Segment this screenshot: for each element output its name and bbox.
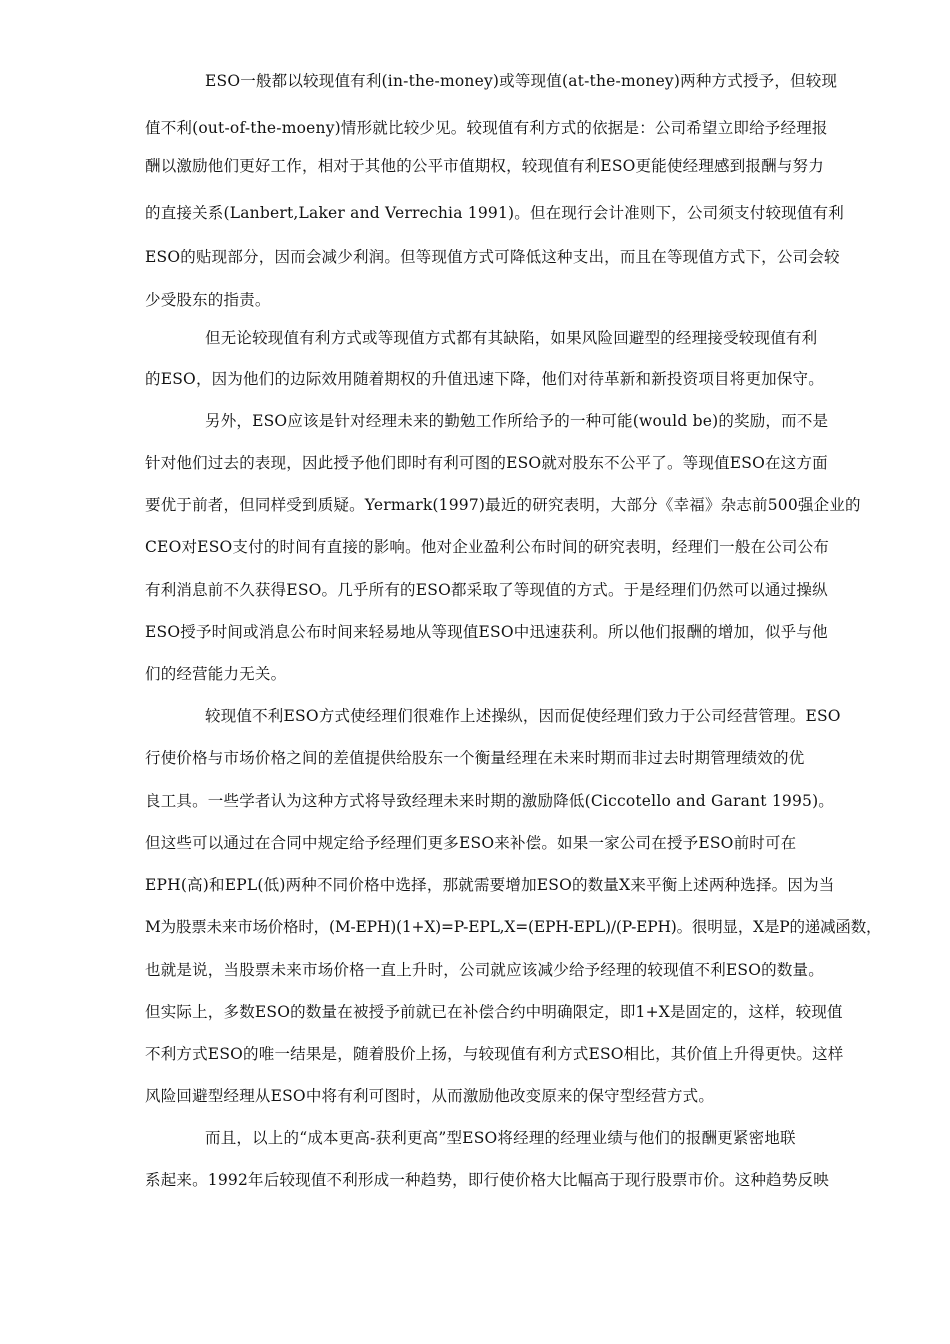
text-line: 另外，ESO应该是针对经理未来的勤勉工作所给予的一种可能(would be)的奖励，而不是 bbox=[205, 412, 829, 430]
text-line: 的直接关系(Lanbert,Laker and Verrechia 1991)。但在现行会计准则下，公司须支付较现值有利 bbox=[145, 204, 844, 222]
text-line: 但这些可以通过在合同中规定给予经理们更多ESO来补偿。如果一家公司在授予ESO前时可在 bbox=[145, 834, 797, 852]
text-line: 良工具。一些学者认为这种方式将导致经理未来时期的激励降低(Ciccotello and Garant 1995)。 bbox=[145, 792, 835, 810]
text-line: 的ESO，因为他们的边际效用随着期权的升值迅速下降，他们对待革新和新投资项目将更加保守。 bbox=[145, 370, 824, 388]
text-line: 要优于前者，但同样受到质疑。Yermark(1997)最近的研究表明，大部分《幸福》杂志前500强企业的 bbox=[145, 496, 861, 514]
text-line: 而且，以上的“成本更高-获利更高”型ESO将经理的经理业绩与他们的报酬更紧密地联 bbox=[205, 1129, 796, 1147]
text-line: M为股票未来市场价格时，(M-EPH)(1+X)=P-EPL,X=(EPH-EPL)/(P-EPH)。很明显，X是P的递减函数， bbox=[145, 918, 882, 936]
text-line: 但无论较现值有利方式或等现值方式都有其缺陷，如果风险回避型的经理接受较现值有利 bbox=[205, 329, 818, 347]
text-line: CEO对ESO支付的时间有直接的影响。他对企业盈利公布时间的研究表明，经理们一般在公司公布 bbox=[145, 538, 830, 556]
text-line: 但实际上，多数ESO的数量在被授予前就已在补偿合约中明确限定，即1+X是固定的，这样，较现值 bbox=[145, 1003, 843, 1021]
text-line: 较现值不利ESO方式使经理们很难作上述操纵，因而促使经理们致力于公司经营管理。ESO bbox=[205, 707, 841, 725]
text-line: ESO的贴现部分，因而会减少利润。但等现值方式可降低这种支出，而且在等现值方式下，公司会较 bbox=[145, 248, 840, 266]
text-line: 系起来。1992年后较现值不利形成一种趋势，即行使价格大比幅高于现行股票市价。这种趋势反映 bbox=[145, 1171, 829, 1189]
text-line: 也就是说，当股票未来市场价格一直上升时，公司就应该减少给予经理的较现值不利ESO的数量。 bbox=[145, 961, 824, 979]
text-line: 针对他们过去的表现，因此授予他们即时有利可图的ESO就对股东不公平了。等现值ESO在这方面 bbox=[145, 454, 828, 472]
text-line: 酬以激励他们更好工作，相对于其他的公平市值期权，较现值有利ESO更能使经理感到报酬与努力 bbox=[145, 157, 824, 175]
text-line: ESO一般都以较现值有利(in-the-money)或等现值(at-the-money)两种方式授予，但较现 bbox=[205, 72, 838, 90]
text-line: 风险回避型经理从ESO中将有利可图时，从而激励他改变原来的保守型经营方式。 bbox=[145, 1087, 715, 1105]
text-line: ESO授予时间或消息公布时间来轻易地从等现值ESO中迅速获利。所以他们报酬的增加，似乎与他 bbox=[145, 623, 828, 641]
text-line: 行使价格与市场价格之间的差值提供给股东一个衡量经理在未来时期而非过去时期管理绩效的优 bbox=[145, 749, 805, 767]
text-line: 们的经营能力无关。 bbox=[145, 665, 287, 683]
text-line: 值不利(out-of-the-moeny)情形就比较少见。较现值有利方式的依据是：公司希望立即给予经理报 bbox=[145, 119, 828, 137]
text-line: EPH(高)和EPL(低)两种不同价格中选择，那就需要增加ESO的数量X来平衡上述两种选择。因为当 bbox=[145, 876, 835, 894]
text-line: 不利方式ESO的唯一结果是，随着股价上扬，与较现值有利方式ESO相比，其价值上升得更快。这样 bbox=[145, 1045, 844, 1063]
text-line: 有利消息前不久获得ESO。几乎所有的ESO都采取了等现值的方式。于是经理们仍然可以通过操纵 bbox=[145, 581, 828, 599]
text-line: 少受股东的指责。 bbox=[145, 291, 271, 309]
